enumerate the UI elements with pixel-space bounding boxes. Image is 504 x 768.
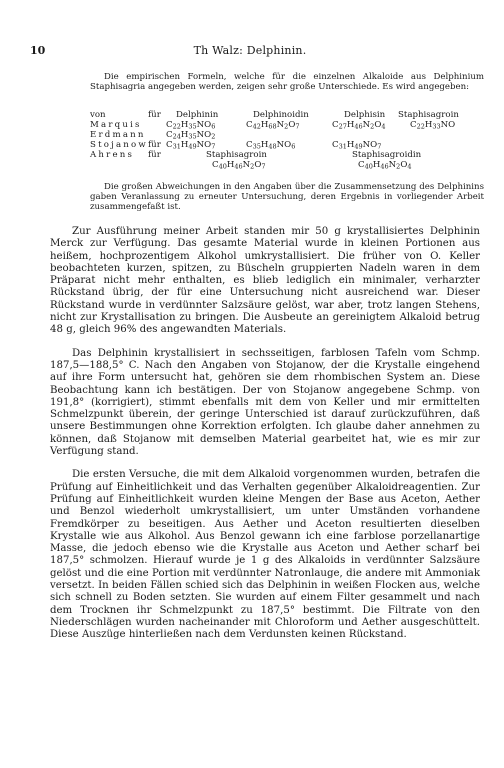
formula: $C_{22}H_{33}NO$ (410, 120, 456, 131)
formula: $C_{31}H_{49}NO_7$ (332, 140, 382, 151)
table-row-erdmann (90, 130, 484, 140)
page-number: 10 (30, 44, 46, 57)
formula: $C_{42}H_{68}N_2O_7$ (246, 120, 300, 131)
table-row-marquis (90, 120, 484, 130)
running-title: Th Walz: Delphinin. (193, 44, 307, 57)
formula: $C_{22}H_{35}NO_6$ (166, 120, 216, 131)
header-staphisagroin: Staphisagroin (398, 110, 459, 120)
main-body (50, 226, 480, 642)
summary-text: Die großen Abweichungen in den Angaben über die Zusammensetzung des Delphinins gaben Veranlassung zu erneuter Untersuchung, deren Ergebnis in vorliegender Arbeit zusammengefaßt ist. (90, 182, 484, 212)
fuer-label: für (148, 150, 161, 160)
ahrens-label-staphisagroidin: Staphisagroidin (352, 150, 422, 160)
author-name: Ahrens (90, 150, 135, 160)
formula: $C_{40}H_{46}N_2O_4$ (358, 160, 412, 171)
summary-paragraph (90, 182, 484, 212)
page-header (30, 44, 470, 60)
ahrens-label-staphisagroin: Staphisagroin (206, 150, 267, 160)
formula: $C_{27}H_{46}N_2O_4$ (332, 120, 386, 131)
intro-paragraph (90, 72, 484, 92)
intro-text: Die empirischen Formeln, welche für die einzelnen Alkaloide aus Delphinium Staphisagria angegeben werden, zeigen sehr große Unterschiede. Es wird angegeben: (90, 72, 484, 92)
body-paragraph-3: Die ersten Versuche, die mit dem Alkaloid vorgenommen wurden, betrafen die Prüfung auf Einheitlichkeit und das Verhalten gegenüber Alkaloidreagentien. Zur Prüfung auf Einheitlichkeit wurden kleine Mengen der Base aus Aceton, Aether und Benzol wiederholt umkrystallisiert, um unter Umständen vorhandene Fremdkörper zu beseitigen. Aus Aether und Aceton resultierten dieselben Krystalle wie aus Alkohol. Aus Benzol gewann ich eine farblose porzellanartige Masse, die jedoch ebenso wie die Krystalle aus Aceton und Aether scharf bei 187,5° schmolzen. Hierauf wurde je 1 g des Alkaloids in verdünnter Salzsäure gelöst und die eine Portion mit verdünnter Natronlauge, die andere mit Ammoniak versetzt. In beiden Fällen schied sich das Delphinin in weißen Flocken aus, welche sich schnell zu Boden setzten. Sie wurden auf einem Filter gesammelt und nach dem Trocknen ihr Schmelzpunkt zu 187,5° bestimmt. Die Filtrate von den Niederschlägen wurden nacheinander mit Chloroform und Aether ausgeschüttelt. Diese Auszüge hinterließen nach dem Verdunsten keinen Rückstand. (50, 469, 480, 641)
formula: $C_{24}H_{35}NO_2$ (166, 130, 216, 141)
formula: $C_{35}H_{48}NO_6$ (246, 140, 296, 151)
table-row-ahrens-formulas (90, 160, 484, 170)
header-fuer: für (148, 110, 161, 120)
author-name: Erdmann (90, 130, 146, 140)
header-delphinoidin: Delphinoidin (253, 110, 309, 120)
formula-table (90, 110, 484, 170)
fuer-label: für (148, 140, 161, 150)
header-von: von (90, 110, 106, 120)
body-paragraph-2: Das Delphinin krystallisiert in sechsseitigen, farblosen Tafeln vom Schmp. 187,5—188,5° C. Nach den Angaben von Stojanow, der die Krystalle eingehend auf ihre Form untersucht hat, gehören sie dem rhombischen System an. Diese Beobachtung kann ich bestätigen. Der von Stojanow angegebene Schmp. von 191,8° (korrigiert), stimmt ebenfalls mit dem von Keller und mir ermittelten Schmelzpunkt überein, der geringe Unterschied ist darauf zurückzuführen, daß unsere Bestimmungen ohne Korrektion erfolgten. Ich glaube daher annehmen zu können, daß Stojanow mit demselben Material gearbeitet hat, wie es mir zur Verfügung stand. (50, 347, 480, 458)
header-delphisin: Delphisin (344, 110, 386, 120)
formula: $C_{40}H_{46}N_2O_7$ (212, 160, 266, 171)
formula: $C_{31}H_{49}NO_7$ (166, 140, 216, 151)
author-name: Stojanow (90, 140, 148, 150)
header-delphinin: Delphinin (176, 110, 219, 120)
table-row-stojanow (90, 140, 484, 150)
body-paragraph-1: Zur Ausführung meiner Arbeit standen mir 50 g krystallisiertes Delphinin Merck zur Verfügung. Das gesamte Material wurde in kleinen Portionen aus heißem, hochprozentigem Alkohol umkrystallisiert. Die früher von O. Keller beobachteten kurzen, spitzen, zu Büscheln gruppierten Nadeln waren in dem Präparat nicht mehr enthalten, es blieb lediglich ein minimaler, verharzter Rückstand übrig, der für eine Untersuchung nicht ausreichend war. Dieser Rückstand wurde in verdünnter Salzsäure gelöst, war aber, trotz langen Stehens, nicht zur Krystallisation zu bringen. Die Ausbeute an gereinigtem Alkaloid betrug 48 g, gleich 96% des angewandten Materials. (50, 226, 480, 336)
table-row-ahrens (90, 150, 484, 160)
author-name: Marquis (90, 120, 142, 130)
formula-table-header (90, 110, 484, 120)
